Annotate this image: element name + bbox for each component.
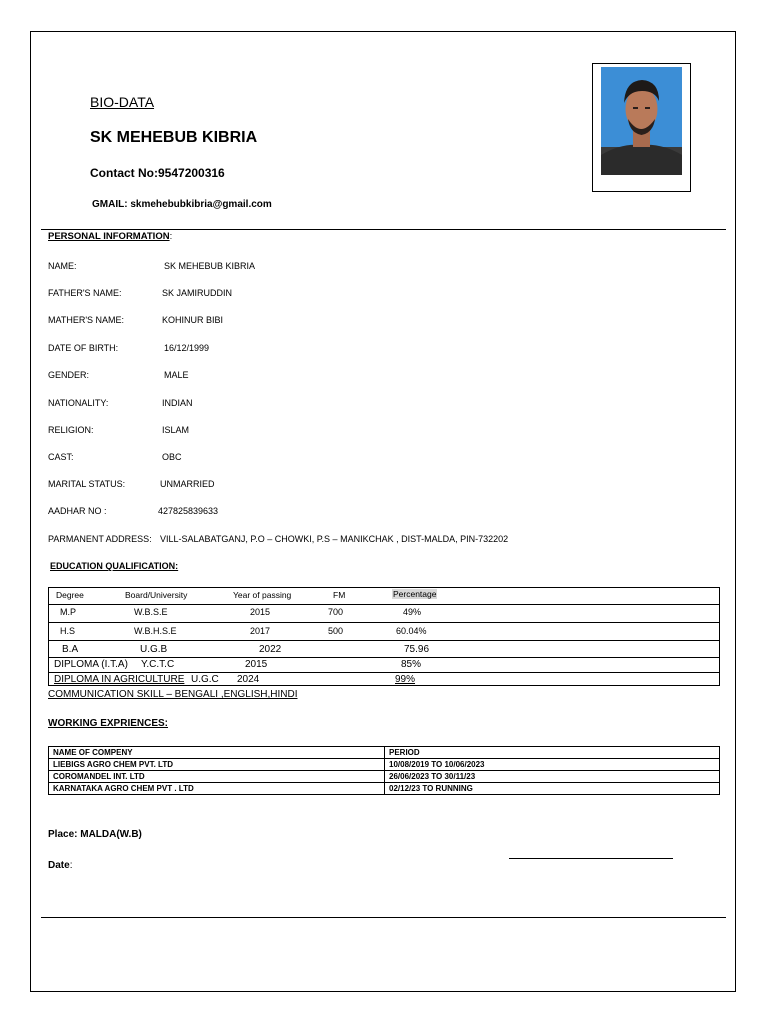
work-company: COROMANDEL INT. LTD — [49, 771, 385, 783]
work-col-period: PERIOD — [385, 747, 720, 759]
work-table — [48, 746, 720, 795]
education-cell: 85% — [401, 659, 422, 670]
personal-value-father: SK JAMIRUDDIN — [162, 288, 233, 298]
table-row — [49, 759, 720, 771]
education-cell: DIPLOMA (I.T.A) — [54, 659, 128, 670]
education-cell: 75.96 — [404, 644, 430, 655]
personal-label-nationality: NATIONALITY: — [48, 398, 109, 408]
table-row — [49, 747, 720, 759]
table-row — [49, 783, 720, 795]
education-cell: 2015 — [250, 607, 271, 617]
personal-label-aadhar: AADHAR NO : — [48, 506, 107, 516]
education-cell: 49% — [403, 607, 422, 617]
personal-label-gender: GENDER: — [48, 370, 90, 380]
place-label: Place: MALDA(W.B) — [48, 829, 142, 840]
education-cell: 500 — [328, 626, 344, 636]
photo-frame — [592, 63, 691, 192]
education-cell: W.B.H.S.E — [134, 626, 177, 636]
education-col-board: Board/University — [125, 590, 188, 600]
work-period: 10/08/2019 TO 10/06/2023 — [385, 759, 720, 771]
education-cell: 700 — [328, 607, 344, 617]
education-cell: 99% — [395, 674, 416, 685]
work-col-company: NAME OF COMPENY — [49, 747, 385, 759]
personal-value-name: SK MEHEBUB KIBRIA — [164, 261, 256, 271]
personal-value-dob: 16/12/1999 — [164, 343, 210, 353]
personal-value-address: VILL-SALABATGANJ, P.O – CHOWKI, P.S – MANIKCHAK , DIST-MALDA, PIN-732202 — [160, 534, 509, 544]
communication-skill: COMMUNICATION SKILL – BENGALI ,ENGLISH,HINDI — [48, 689, 298, 700]
contact-number: Contact No:9547200316 — [90, 166, 225, 180]
education-col-fm: FM — [333, 590, 346, 600]
education-rule-1 — [48, 604, 720, 605]
personal-info-heading: PERSONAL INFORMATION: — [48, 231, 173, 242]
personal-value-gender: MALE — [164, 370, 189, 380]
education-cell: H.S — [60, 626, 76, 636]
personal-label-mother: MATHER'S NAME: — [48, 315, 125, 325]
work-heading: WORKING EXPRIENCES: — [48, 718, 169, 729]
personal-value-aadhar: 427825839633 — [158, 506, 219, 516]
education-heading: EDUCATION QUALIFICATION: — [50, 561, 179, 571]
personal-label-religion: RELIGION: — [48, 425, 94, 435]
education-rule-4 — [48, 657, 720, 658]
personal-label-name: NAME: — [48, 261, 77, 271]
education-rule-5 — [48, 672, 720, 673]
work-company: LIEBIGS AGRO CHEM PVT. LTD — [49, 759, 385, 771]
work-period: 26/06/2023 TO 30/11/23 — [385, 771, 720, 783]
education-cell: 2015 — [245, 659, 268, 670]
education-col-percentage: Percentage — [393, 589, 437, 599]
candidate-name: SK MEHEBUB KIBRIA — [90, 129, 258, 146]
personal-value-religion: ISLAM — [162, 425, 190, 435]
education-cell: 2017 — [250, 626, 271, 636]
education-cell: 2024 — [237, 674, 260, 685]
education-rule-3 — [48, 640, 720, 641]
education-cell: 2022 — [259, 644, 282, 655]
table-row — [49, 771, 720, 783]
document-title: BIO-DATA — [90, 94, 155, 110]
personal-value-nationality: INDIAN — [162, 398, 193, 408]
footer-divider — [41, 917, 726, 918]
profile-photo — [601, 67, 682, 175]
education-rule-2 — [48, 622, 720, 623]
signature-line — [509, 858, 673, 859]
personal-label-dob: DATE OF BIRTH: — [48, 343, 119, 353]
personal-value-cast: OBC — [162, 452, 182, 462]
header-divider — [41, 229, 726, 230]
personal-label-father: FATHER'S NAME: — [48, 288, 122, 298]
personal-label-marital: MARITAL STATUS: — [48, 479, 126, 489]
work-period: 02/12/23 TO RUNNING — [385, 783, 720, 795]
personal-value-marital: UNMARRIED — [160, 479, 215, 489]
education-cell: U.G.C — [191, 674, 219, 685]
work-company: KARNATAKA AGRO CHEM PVT . LTD — [49, 783, 385, 795]
personal-value-mother: KOHINUR BIBI — [162, 315, 224, 325]
education-col-year: Year of passing — [233, 590, 292, 600]
education-cell: U.G.B — [140, 644, 168, 655]
education-cell: Y.C.T.C — [141, 659, 175, 670]
education-cell: 60.04% — [396, 626, 427, 636]
education-cell: B.A — [62, 644, 79, 655]
education-cell: M.P — [60, 607, 77, 617]
education-cell: DIPLOMA IN AGRICULTURE — [54, 674, 185, 685]
education-cell: W.B.S.E — [134, 607, 168, 617]
date-label: Date: — [48, 860, 73, 871]
education-col-degree: Degree — [56, 590, 84, 600]
gmail-address: GMAIL: skmehebubkibria@gmail.com — [92, 199, 272, 210]
personal-label-address: PARMANENT ADDRESS: — [48, 534, 152, 544]
personal-label-cast: CAST: — [48, 452, 74, 462]
